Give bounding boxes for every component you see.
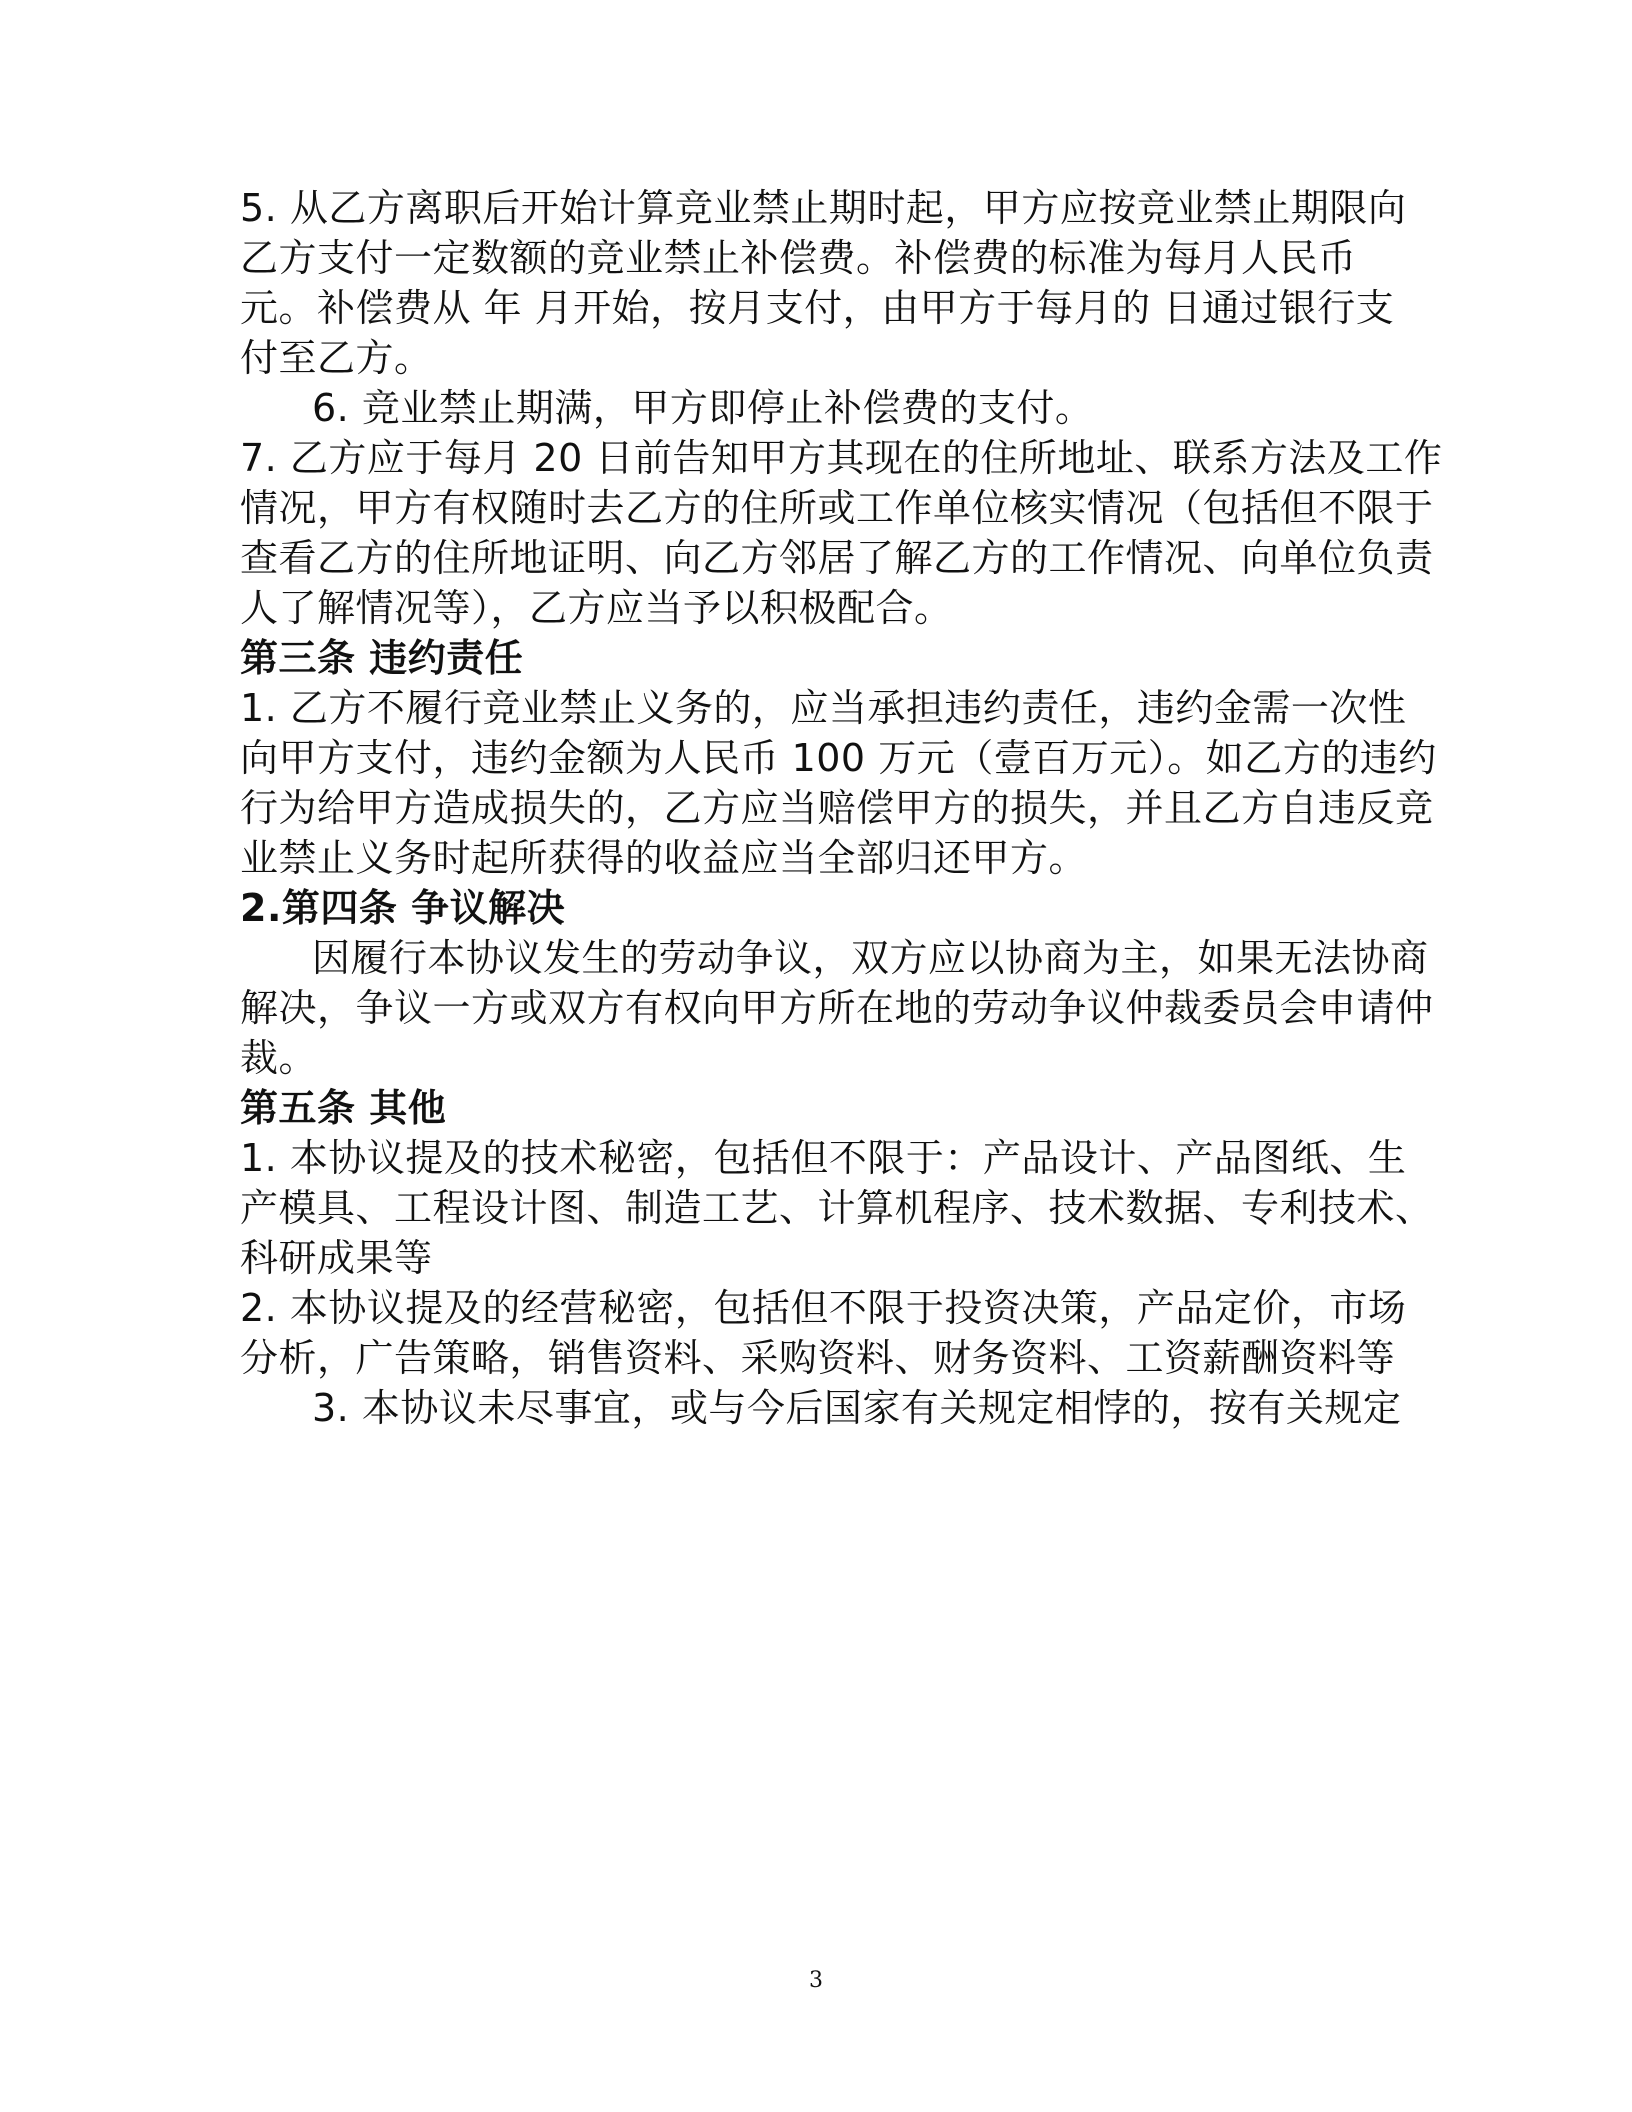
paragraph-line: 科研成果等 — [240, 1236, 433, 1280]
paragraph-line: 5. 从乙方离职后开始计算竞业禁止期时起，甲方应按竞业禁止期限向 — [240, 186, 1407, 230]
paragraph-line: 裁。 — [240, 1036, 318, 1080]
paragraph-line: 1. 乙方不履行竞业禁止义务的，应当承担违约责任，违约金需一次性 — [240, 686, 1407, 730]
paragraph-line: 3. 本协议未尽事宜，或与今后国家有关规定相悖的，按有关规定 — [312, 1386, 1402, 1430]
paragraph-line: 元。补偿费从 年 月开始，按月支付，由甲方于每月的 日通过银行支 — [240, 286, 1395, 330]
paragraph-line: 乙方支付一定数额的竞业禁止补偿费。补偿费的标准为每月人民币 — [240, 236, 1357, 280]
paragraph-line: 因履行本协议发生的劳动争议，双方应以协商为主，如果无法协商 — [312, 936, 1429, 980]
paragraph-line: 业禁止义务时起所获得的收益应当全部归还甲方。 — [240, 836, 1088, 880]
paragraph-line: 情况，甲方有权随时去乙方的住所或工作单位核实情况（包括但不限于 — [240, 486, 1434, 530]
paragraph-line: 人了解情况等），乙方应当予以积极配合。 — [240, 586, 953, 630]
paragraph-line: 分析，广告策略，销售资料、采购资料、财务资料、工资薪酬资料等 — [240, 1336, 1396, 1380]
paragraph-line: 解决，争议一方或双方有权向甲方所在地的劳动争议仲裁委员会申请仲 — [240, 986, 1434, 1030]
paragraph-line: 1. 本协议提及的技术秘密，包括但不限于：产品设计、产品图纸、生 — [240, 1136, 1407, 1180]
paragraph-line: 向甲方支付，违约金额为人民币 100 万元（壹百万元）。如乙方的违约 — [240, 736, 1437, 780]
page-number: 3 — [809, 1968, 823, 1993]
section-heading-dispute: 2.第四条 争议解决 — [240, 886, 566, 930]
paragraph-line: 查看乙方的住所地证明、向乙方邻居了解乙方的工作情况、向单位负责 — [240, 536, 1434, 580]
paragraph-line: 行为给甲方造成损失的，乙方应当赔偿甲方的损失，并且乙方自违反竞 — [240, 786, 1434, 830]
section-heading-liability: 第三条 违约责任 — [240, 636, 524, 680]
section-heading-other: 第五条 其他 — [240, 1086, 447, 1130]
paragraph-line: 产模具、工程设计图、制造工艺、计算机程序、技术数据、专利技术、 — [240, 1186, 1434, 1230]
paragraph-line: 付至乙方。 — [240, 336, 433, 380]
paragraph-line: 6. 竞业禁止期满，甲方即停止补偿费的支付。 — [312, 386, 1094, 430]
paragraph-line: 7. 乙方应于每月 20 日前告知甲方其现在的住所地址、联系方法及工作 — [240, 436, 1443, 480]
paragraph-line: 2. 本协议提及的经营秘密，包括但不限于投资决策，产品定价，市场 — [240, 1286, 1407, 1330]
